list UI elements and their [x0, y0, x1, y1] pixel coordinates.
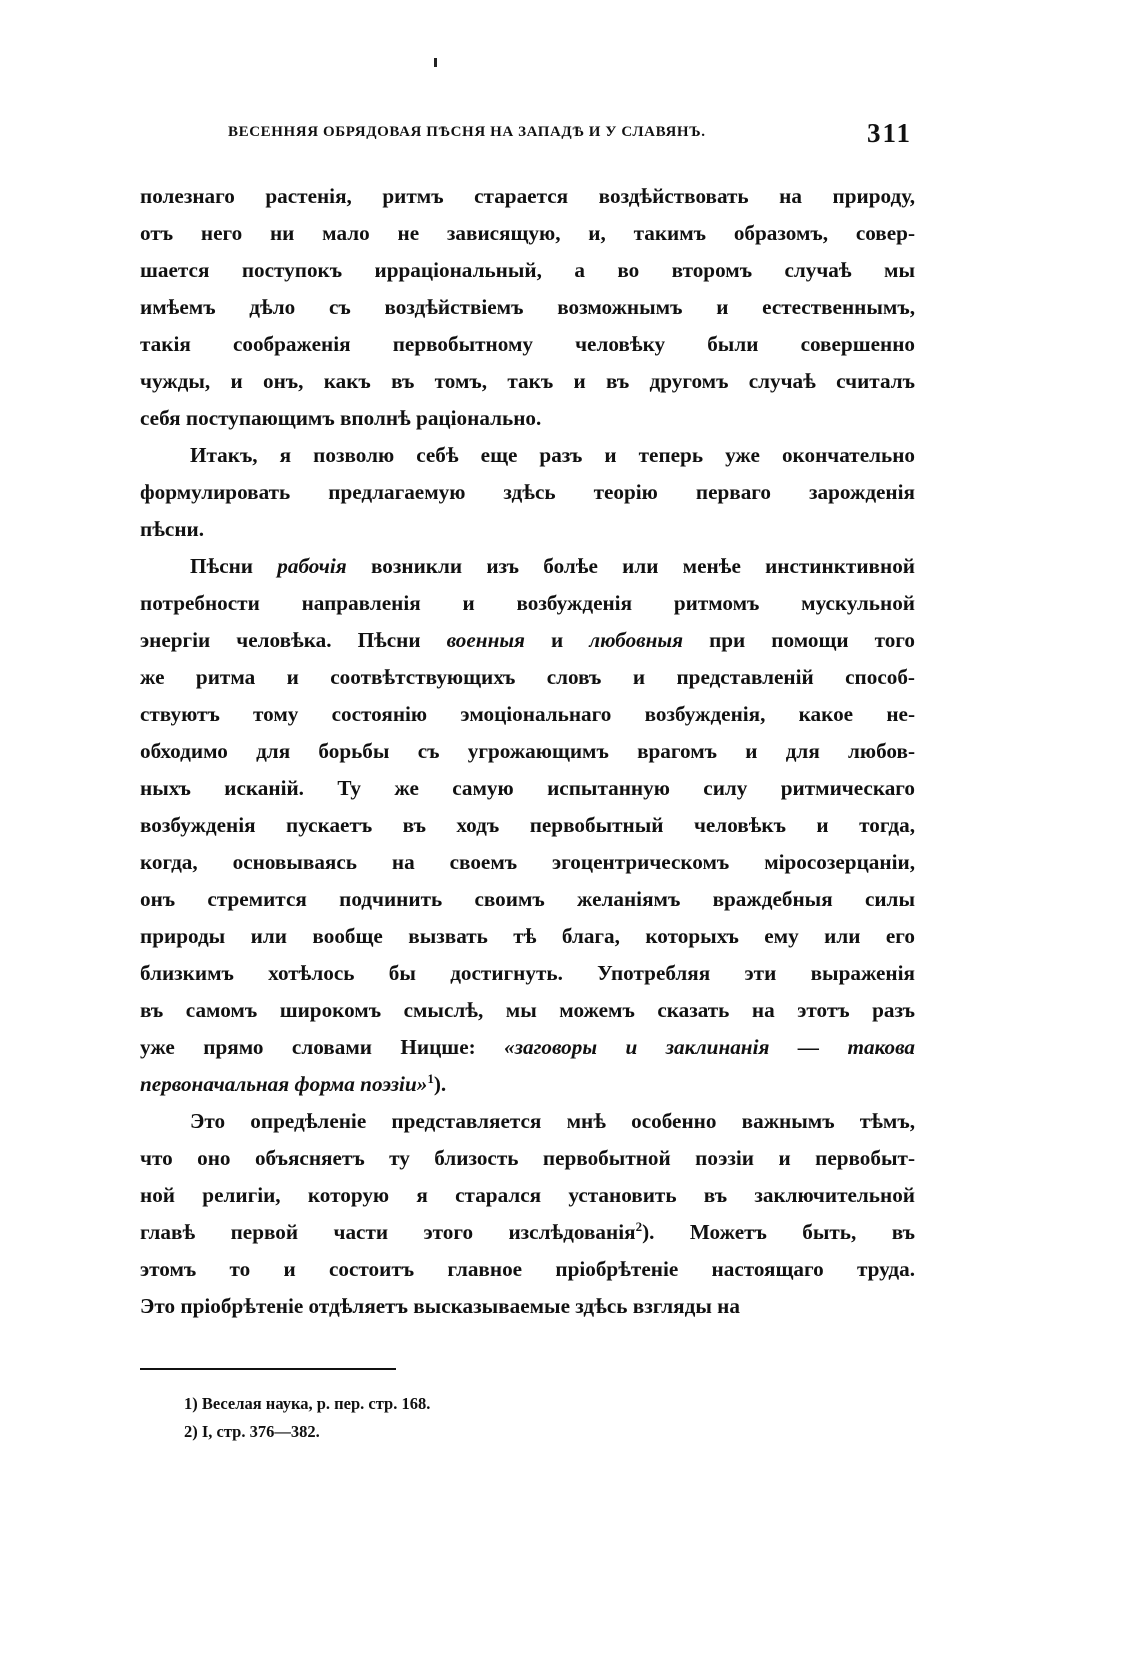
text-line [140, 807, 915, 844]
text-line [140, 1251, 915, 1288]
text-line [140, 844, 915, 881]
footnote-ref: 2 [635, 1218, 643, 1234]
text-line [140, 659, 915, 696]
text-line [140, 1103, 915, 1140]
text-line [140, 955, 915, 992]
text-segment: возбужденія пускаетъ въ ходъ первобытный человѣкъ и тогда, [140, 813, 915, 837]
text-line [140, 992, 915, 1029]
running-head [222, 118, 912, 148]
text-line [140, 289, 915, 326]
text-segment: въ самомъ широкомъ смыслѣ, мы можемъ сказать на этотъ разъ [140, 998, 915, 1022]
text-line [140, 733, 915, 770]
italic-text: «заговоры и заклинанія — такова [504, 1035, 915, 1059]
body-text [140, 178, 915, 1325]
text-segment: ствуютъ тому состоянію эмоціональнаго возбужденія, какое не- [140, 702, 915, 726]
running-head-title: ВЕСЕННЯЯ ОБРЯДОВАЯ ПѢСНЯ НА ЗАПАДѢ И У СЛАВЯНЪ. [228, 124, 706, 140]
text-line [140, 770, 915, 807]
text-segment: чужды, и онъ, какъ въ томъ, такъ и въ другомъ случаѣ считалъ [140, 369, 915, 393]
text-line [140, 1214, 915, 1251]
text-line [140, 363, 915, 400]
text-line [140, 215, 915, 252]
text-segment: уже прямо словами Ницше: [140, 1035, 505, 1059]
text-line [140, 474, 915, 511]
text-segment: ныхъ исканій. Ту же самую испытанную силу ритмическаго [140, 776, 915, 800]
text-segment: пѣсни. [140, 517, 205, 541]
text-segment: потребности направленія и возбужденія ритмомъ мускульной [140, 591, 915, 615]
text-segment: такія соображенія первобытному человѣку были совершенно [140, 332, 915, 356]
text-line [140, 696, 915, 733]
page-number: 311 [866, 118, 912, 148]
text-line [140, 548, 915, 585]
italic-text: военныя [446, 628, 525, 652]
text-segment: природы или вообще вызвать тѣ блага, которыхъ ему или его [140, 924, 915, 948]
footnote-ref: 1 [427, 1070, 434, 1086]
text-segment: Итакъ, я позволю себѣ еще разъ и теперь уже окончательно [190, 443, 915, 467]
text-segment: шается поступокъ ирраціональный, а во второмъ случаѣ мы [140, 258, 915, 282]
text-segment: и [524, 628, 590, 652]
italic-text: рабочія [277, 554, 347, 578]
footnote-divider [140, 1368, 396, 1370]
text-line [140, 881, 915, 918]
text-line [140, 585, 915, 622]
text-line [140, 1177, 915, 1214]
text-line [140, 1140, 915, 1177]
text-segment: отъ него ни мало не зависящую, и, такимъ образомъ, совер- [140, 221, 915, 245]
text-segment: онъ стремится подчинить своимъ желаніямъ враждебныя силы [140, 887, 915, 911]
text-segment: же ритма и соотвѣтствующихъ словъ и представленій способ- [140, 665, 915, 689]
text-line [140, 622, 915, 659]
text-line [140, 511, 915, 548]
footnotes [184, 1390, 784, 1446]
text-segment: при помощи того [683, 628, 915, 652]
text-segment: формулировать предлагаемую здѣсь теорію перваго зарожденія [140, 480, 915, 504]
text-segment: возникли изъ болѣе или менѣе инстинктивной [346, 554, 915, 578]
text-segment: Это опредѣленіе представляется мнѣ особенно важнымъ тѣмъ, [190, 1109, 915, 1133]
text-segment: обходимо для борьбы съ угрожающимъ врагомъ и для любов- [140, 739, 915, 763]
text-line [140, 252, 915, 289]
text-segment: близкимъ хотѣлось бы достигнуть. Употребляя эти выраженія [140, 961, 915, 985]
text-line [140, 1288, 915, 1325]
text-segment: этомъ то и состоитъ главное пріобрѣтеніе настоящаго труда. [140, 1257, 915, 1281]
text-line [140, 1066, 915, 1103]
text-segment: когда, основываясь на своемъ эгоцентрическомъ міросозерцаніи, [140, 850, 915, 874]
text-segment: имѣемъ дѣло съ воздѣйствіемъ возможнымъ и естественнымъ, [140, 295, 915, 319]
text-line [140, 1029, 915, 1066]
footnote-2: 2) I, стр. 376—382. [184, 1422, 320, 1441]
footnote-1: 1) Веселая наука, р. пер. стр. 168. [184, 1394, 431, 1413]
text-line [140, 437, 915, 474]
text-line [140, 178, 915, 215]
text-segment: ной религіи, которую я старался установить въ заключительной [140, 1183, 915, 1207]
text-line [140, 400, 915, 437]
text-segment: себя поступающимъ вполнѣ раціонально. [140, 406, 542, 430]
text-segment: Это пріобрѣтеніе отдѣляетъ высказываемые здѣсь взгляды на [140, 1294, 740, 1318]
text-segment: полезнаго растенія, ритмъ старается воздѣйствовать на природу, [140, 184, 915, 208]
text-line [140, 918, 915, 955]
text-segment: ). [433, 1072, 447, 1096]
print-mark [434, 58, 437, 67]
italic-text: первоначальная форма поэзіи» [140, 1072, 428, 1096]
text-segment: главѣ первой части этого изслѣдованія [140, 1220, 636, 1244]
text-segment: Пѣсни [190, 554, 278, 578]
text-line [140, 326, 915, 363]
text-segment: что оно объясняетъ ту близость первобытной поэзіи и первобыт- [140, 1146, 915, 1170]
italic-text: любовныя [589, 628, 684, 652]
text-segment: ). Можетъ быть, въ [642, 1220, 915, 1244]
text-segment: энергіи человѣка. Пѣсни [140, 628, 447, 652]
